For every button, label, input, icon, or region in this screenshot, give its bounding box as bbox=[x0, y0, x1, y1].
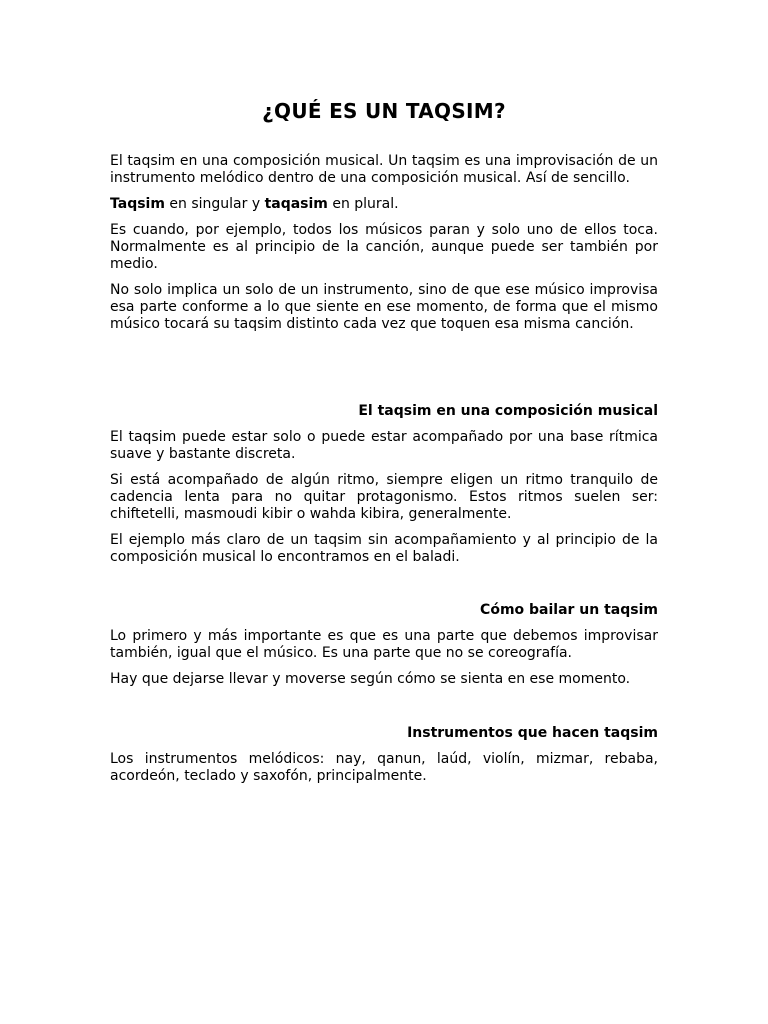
intro-paragraph-2-end: en plural. bbox=[327, 196, 399, 212]
section-composition-paragraph-1: El taqsim puede estar solo o puede estar acompañado por una base rítmica suave y bastante discreta. bbox=[110, 429, 658, 462]
intro-paragraph-4: No solo implica un solo de un instrumento, sino de que ese músico improvisa esa parte conforme a lo que siente en ese momento, de forma que el mismo músico tocará su taqsim distinto cada vez que toquen esa misma canción. bbox=[110, 282, 658, 332]
section-composition-paragraph-2: Si está acompañado de algún ritmo, siempre eligen un ritmo tranquilo de cadencia lenta para no quitar protagonismo. Estos ritmos suelen ser: chiftetelli, masmoudi kibir o wahda kibira, generalmente. bbox=[110, 472, 658, 522]
section-instruments-paragraph-1: Los instrumentos melódicos: nay, qanun, laúd, violín, mizmar, rebaba, acordeón, teclado y saxofón, principalmente. bbox=[110, 751, 658, 784]
section-dance bbox=[110, 602, 658, 688]
page-title: ¿QUÉ ES UN TAQSIM? bbox=[262, 99, 506, 124]
intro-section bbox=[110, 153, 658, 333]
section-composition-paragraph-3: El ejemplo más claro de un taqsim sin acompañamiento y al principio de la composición musical lo encontramos en el baladi. bbox=[110, 532, 658, 565]
section-dance-paragraph-2: Hay que dejarse llevar y moverse según cómo se sienta en ese momento. bbox=[110, 671, 631, 687]
section-instruments bbox=[110, 725, 658, 785]
intro-paragraph-2 bbox=[110, 196, 658, 213]
term-singular: Taqsim bbox=[110, 196, 165, 212]
section-composition bbox=[110, 403, 658, 566]
intro-paragraph-1: El taqsim en una composición musical. Un taqsim es una improvisación de un instrumento melódico dentro de una composición musical. Así de sencillo. bbox=[110, 153, 658, 186]
section-dance-paragraph-1: Lo primero y más importante es que es una parte que debemos improvisar también, igual que el músico. Es una parte que no se coreografía. bbox=[110, 628, 658, 661]
intro-paragraph-3: Es cuando, por ejemplo, todos los músicos paran y solo uno de ellos toca. Normalmente es al principio de la canción, aunque puede ser también por medio. bbox=[110, 222, 658, 272]
section-heading-dance: Cómo bailar un taqsim bbox=[480, 602, 658, 618]
term-plural: taqasim bbox=[264, 196, 328, 212]
intro-paragraph-2-mid: en singular y bbox=[164, 196, 265, 212]
section-heading-composition: El taqsim en una composición musical bbox=[358, 403, 658, 419]
section-heading-instruments: Instrumentos que hacen taqsim bbox=[407, 725, 658, 741]
